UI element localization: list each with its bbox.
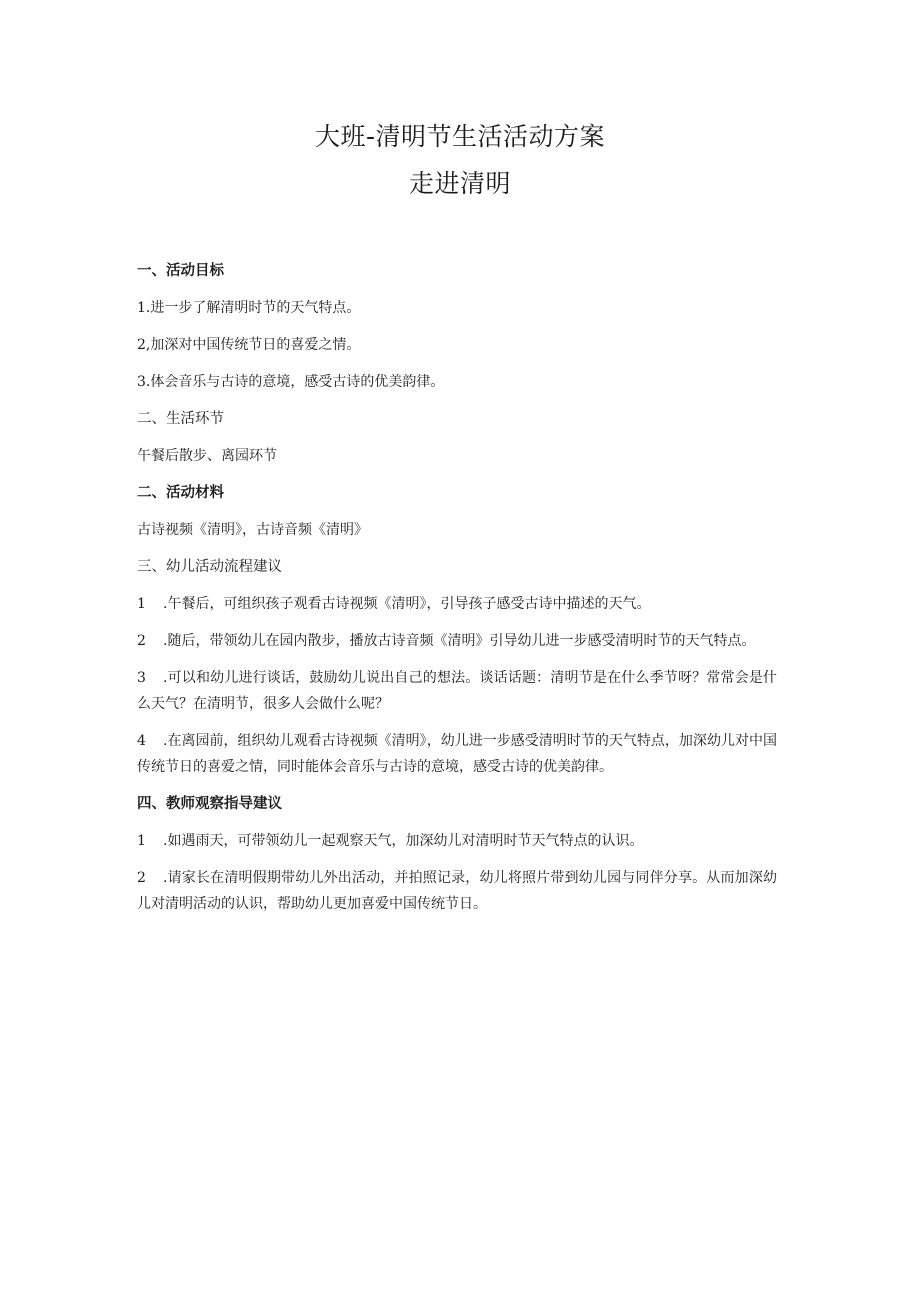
guidance-item-number: 2 (137, 870, 146, 886)
page-subtitle: 走进清明 (408, 169, 511, 198)
section-heading-flow: 三、幼儿活动流程建议 (137, 559, 282, 575)
flow-item (137, 728, 777, 780)
page-title: 大班-清明节生活活动方案 (314, 122, 606, 151)
flow-item-text: .可以和幼儿进行谈话，鼓励幼儿说出自己的想法。谈话话题：清明节是在什么季节呀？常常会是什么天气？在清明节，很多人会做什么呢？ (137, 670, 777, 712)
section-heading-goals: 一、活动目标 (137, 263, 224, 279)
flow-item-number: 4 (137, 733, 146, 749)
flow-item (137, 665, 777, 717)
goal-item: 3.体会音乐与古诗的意境，感受古诗的优美韵律。 (137, 374, 445, 390)
flow-item-text: .在离园前，组织幼儿观看古诗视频《清明》，幼儿进一步感受清明时节的天气特点，加深幼儿对中国传统节日的喜爱之情，同时能体会音乐与古诗的意境，感受古诗的优美韵律。 (137, 733, 777, 775)
section-heading-life: 二、生活环节 (137, 411, 224, 427)
guidance-item-number: 1 (137, 833, 146, 849)
goal-item: 2,加深对中国传统节日的喜爱之情。 (137, 337, 361, 353)
guidance-item (137, 865, 777, 917)
section-heading-materials: 二、活动材料 (137, 485, 224, 501)
guidance-item-text: .如遇雨天，可带领幼儿一起观察天气，加深幼儿对清明时节天气特点的认识。 (163, 833, 644, 849)
flow-item-number: 2 (137, 633, 146, 649)
flow-item-text: .午餐后，可组织孩子观看古诗视频《清明》，引导孩子感受古诗中描述的天气。 (163, 596, 651, 612)
flow-item (137, 628, 777, 654)
section-heading-guidance: 四、教师观察指导建议 (137, 796, 282, 812)
flow-item-text: .随后，带领幼儿在园内散步，播放古诗音频《清明》引导幼儿进一步感受清明时节的天气特点。 (163, 633, 756, 649)
goal-item: 1.进一步了解清明时节的天气特点。 (137, 300, 361, 316)
life-text: 午餐后散步、离园环节 (137, 448, 277, 464)
flow-item (137, 591, 777, 617)
flow-item-number: 3 (137, 670, 146, 686)
flow-item-number: 1 (137, 596, 146, 612)
guidance-item (137, 828, 777, 854)
document-body (137, 258, 777, 917)
materials-text: 古诗视频《清明》，古诗音频《清明》 (137, 522, 368, 538)
guidance-item-text: .请家长在清明假期带幼儿外出活动，并拍照记录，幼儿将照片带到幼儿园与同伴分享。从而加深幼儿对清明活动的认识，帮助幼儿更加喜爱中国传统节日。 (137, 870, 777, 912)
